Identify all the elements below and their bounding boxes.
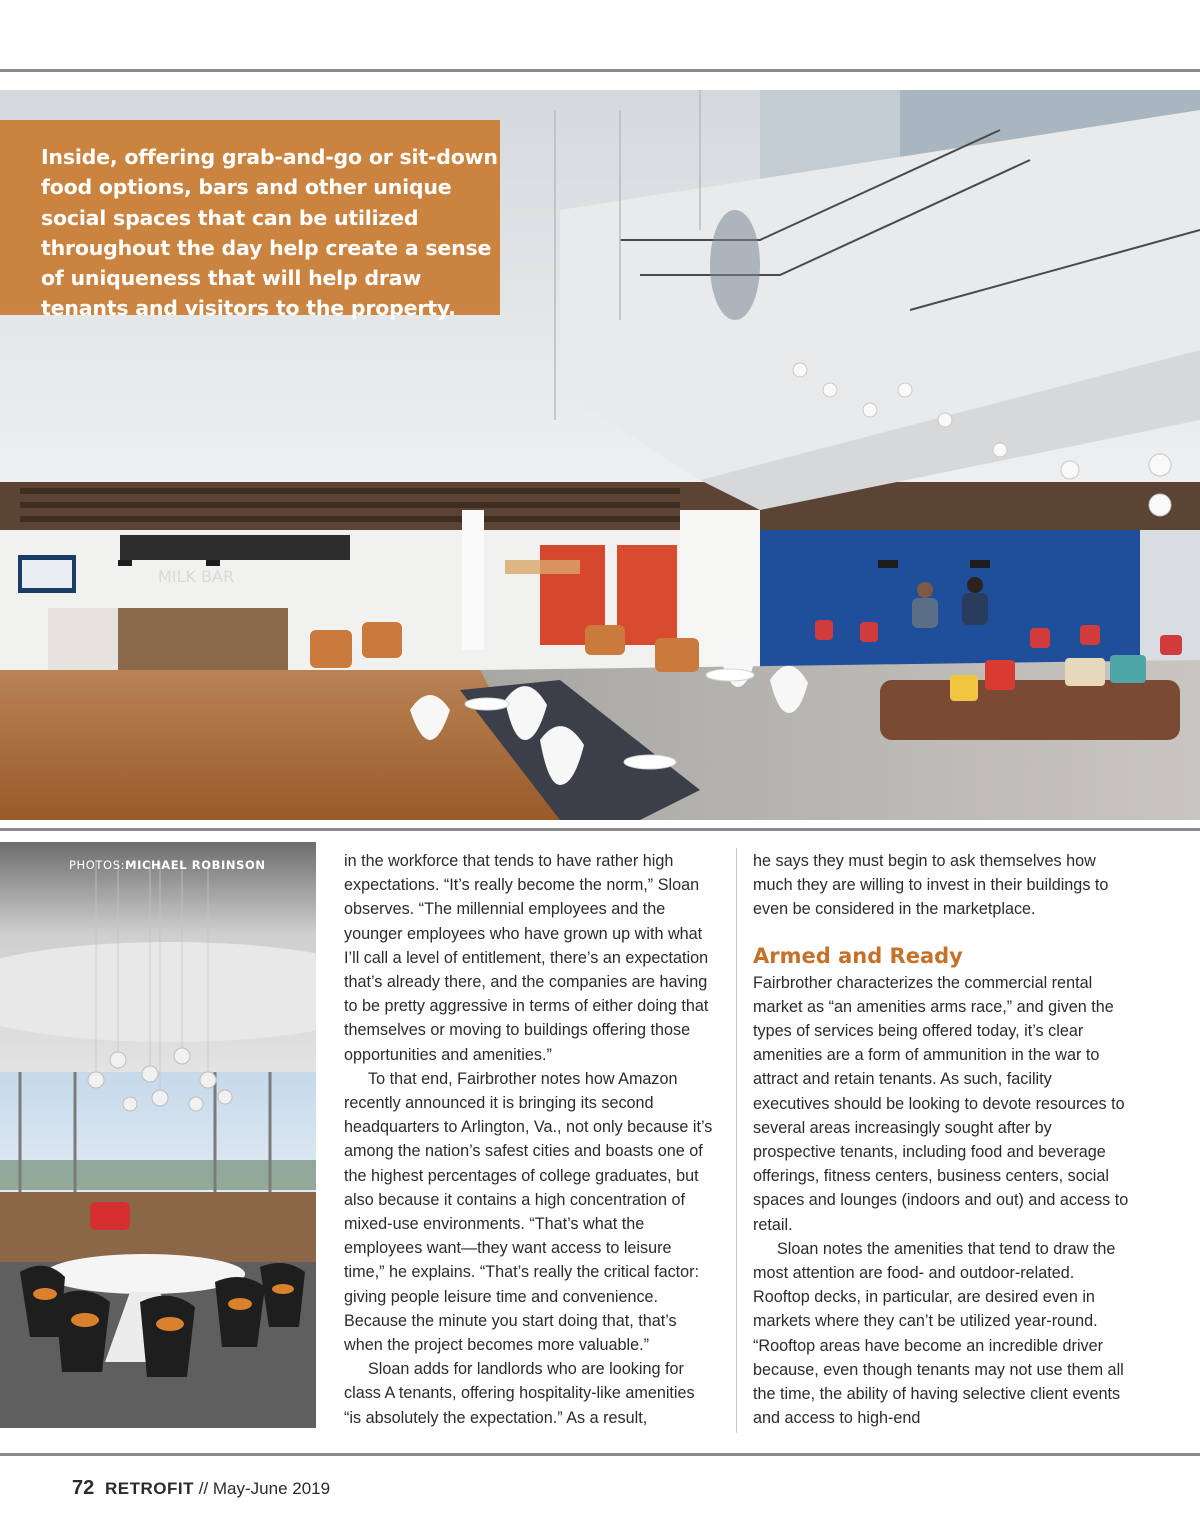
top-rule bbox=[0, 69, 1200, 72]
page-number: 72 bbox=[72, 1477, 95, 1499]
magazine-name: RETROFIT bbox=[104, 1479, 194, 1498]
photographer-name: MICHAEL ROBINSON bbox=[125, 858, 266, 872]
photo-credit-prefix: PHOTOS: bbox=[69, 858, 126, 872]
side-photo bbox=[0, 842, 316, 1428]
paragraph: Fairbrother characterizes the commercial rental market as “an amenities arms race,” and given the types of services being offered today, it’s clear amenities are a form of ammunition in the war to attract and retain tenants. As such, facility executives should be looking to devote resources to several areas increasingly sought after by prospective tenants, including food and beverage offerings, fitness centers, business centers, social spaces and lounges (indoors and out) and access to retail. bbox=[753, 973, 1129, 1234]
issue-date: // May-June 2019 bbox=[198, 1479, 331, 1498]
paragraph: To that end, Fairbrother notes how Amazon recently announced it is bringing its second headquarters to Arlington, Va., not only because it’s among the nation’s safest cities and boasts one of the highest percentages of college graduates, but also because it contains a high concentration of mixed-use environments. “That’s what the employees want—they want access to leisure time,” he explains. “That’s really the critical factor: giving people leisure time and convenience. Because the minute you start doing that, that’s when the project becomes more valuable.” bbox=[344, 1069, 713, 1355]
bottom-rule bbox=[0, 1453, 1200, 1456]
paragraph: in the workforce that tends to have rather high expectations. “It’s really become the norm,” Sloan observes. “The millennial employees and the younger employees who have grown up with what I’ll call a level of entitlement, there’s an expectation that’s already there, and the companies are having to be pretty aggressive in terms of either doing that themselves or moving to buildings offering those opportunities and amenities.” bbox=[344, 852, 709, 1064]
page-footer bbox=[72, 1477, 330, 1500]
paragraph: Sloan notes the amenities that tend to draw the most attention are food- and outdoor-related. Rooftop decks, in particular, are desired even in markets where they can’t be utilized year-round. “Rooftop areas have become an incredible driver because, even though tenants may not use them all the time, the ability of having selective client events and access to high-end bbox=[753, 1239, 1124, 1428]
paragraph: Sloan adds for landlords who are looking for class A tenants, offering hospitality-like amenities “is absolutely the expectation.” As a result, bbox=[344, 1360, 695, 1427]
milk-bar-sign: MILK BAR bbox=[158, 567, 235, 586]
side-illustration bbox=[0, 842, 316, 1428]
middle-rule bbox=[0, 828, 1200, 831]
text-column-2 bbox=[753, 849, 1131, 1430]
photo-caption: Inside, offering grab-and-go or sit-down food options, bars and other unique social spaces that can be utilized throughout the day help create a sense of uniqueness that will help draw tenants and visitors to the property. bbox=[41, 145, 498, 321]
text-column-1 bbox=[344, 849, 716, 1430]
paragraph: he says they must begin to ask themselves how much they are willing to invest in their buildings to even be considered in the marketplace. bbox=[753, 852, 1109, 919]
section-heading: Armed and Ready bbox=[753, 943, 963, 968]
column-divider bbox=[736, 848, 737, 1433]
photo-credit bbox=[69, 858, 266, 872]
